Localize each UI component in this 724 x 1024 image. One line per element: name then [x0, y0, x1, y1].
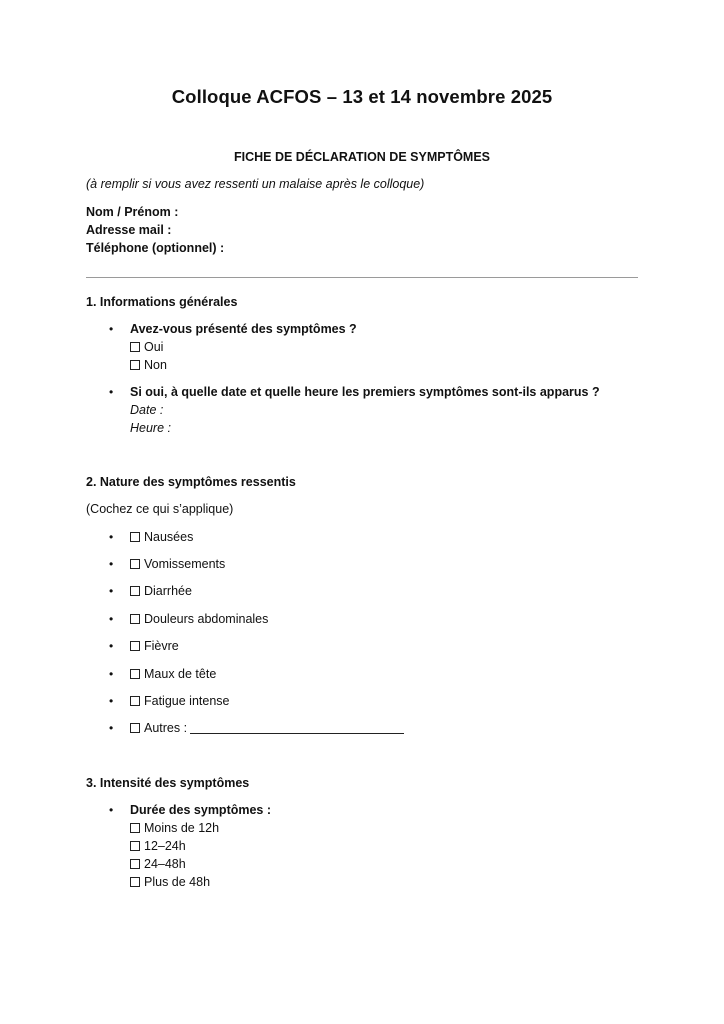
checkbox-icon[interactable] [130, 532, 140, 542]
symptom-option-vomissements[interactable]: Vomissements [130, 555, 225, 573]
checkbox-icon[interactable] [130, 723, 140, 733]
option-24-48h[interactable]: 24–48h [130, 855, 271, 873]
bullet-icon: • [109, 667, 114, 681]
question-label: Avez-vous présenté des symptômes ? [130, 322, 357, 336]
question-label: Durée des symptômes : [130, 803, 272, 817]
symptom-option-fatigue[interactable]: Fatigue intense [130, 692, 229, 710]
form-instruction: (à remplir si vous avez ressenti un malaise après le colloque) [86, 177, 425, 191]
bullet-icon: • [109, 530, 114, 544]
page-title: Colloque ACFOS – 13 et 14 novembre 2025 [171, 86, 553, 107]
date-field-label: Date : [130, 403, 164, 417]
option-non[interactable]: Non [130, 356, 357, 374]
option-plus-48h[interactable]: Plus de 48h [130, 873, 271, 891]
checkbox-icon[interactable] [130, 586, 140, 596]
bullet-icon: • [109, 612, 114, 626]
form-title: FICHE DE DÉCLARATION DE SYMPTÔMES [233, 150, 491, 164]
section-divider [86, 277, 638, 278]
symptom-option-fievre[interactable]: Fièvre [130, 637, 179, 655]
bullet-icon: • [109, 385, 114, 399]
checkbox-icon[interactable] [130, 342, 140, 352]
checkbox-icon[interactable] [130, 696, 140, 706]
symptom-option-douleurs[interactable]: Douleurs abdominales [130, 610, 268, 628]
checkbox-icon[interactable] [130, 669, 140, 679]
checkbox-icon[interactable] [130, 360, 140, 370]
option-oui[interactable]: Oui [130, 338, 357, 356]
bullet-icon: • [109, 322, 114, 336]
section-3-heading: 3. Intensité des symptômes [86, 776, 250, 790]
question-label: Si oui, à quelle date et quelle heure les premiers symptômes sont-ils apparus ? [130, 385, 600, 399]
section-2-instruction: (Cochez ce qui s’applique) [86, 502, 234, 516]
time-field-label: Heure : [130, 421, 171, 435]
checkbox-icon[interactable] [130, 841, 140, 851]
option-12-24h[interactable]: 12–24h [130, 837, 271, 855]
duration-question [130, 801, 271, 891]
autres-text-line[interactable] [190, 721, 404, 734]
checkbox-icon[interactable] [130, 859, 140, 869]
bullet-icon: • [109, 584, 114, 598]
checkbox-icon[interactable] [130, 877, 140, 887]
section-1-heading: 1. Informations générales [86, 295, 238, 309]
email-field-label: Adresse mail : [86, 223, 172, 237]
phone-field-label: Téléphone (optionnel) : [86, 241, 225, 255]
bullet-icon: • [109, 694, 114, 708]
onset-question [130, 383, 600, 437]
symptoms-presence-question [130, 320, 357, 374]
symptom-option-nausees[interactable]: Nausées [130, 528, 193, 546]
checkbox-icon[interactable] [130, 614, 140, 624]
checkbox-icon[interactable] [130, 641, 140, 651]
checkbox-icon[interactable] [130, 823, 140, 833]
symptom-option-autres[interactable]: Autres : [130, 719, 404, 737]
symptom-option-diarrhee[interactable]: Diarrhée [130, 582, 192, 600]
bullet-icon: • [109, 557, 114, 571]
option-moins-12h[interactable]: Moins de 12h [130, 819, 271, 837]
bullet-icon: • [109, 803, 114, 817]
section-2-heading: 2. Nature des symptômes ressentis [86, 475, 296, 489]
checkbox-icon[interactable] [130, 559, 140, 569]
name-field-label: Nom / Prénom : [86, 205, 179, 219]
bullet-icon: • [109, 639, 114, 653]
symptom-option-maux-de-tete[interactable]: Maux de tête [130, 665, 216, 683]
bullet-icon: • [109, 721, 114, 735]
